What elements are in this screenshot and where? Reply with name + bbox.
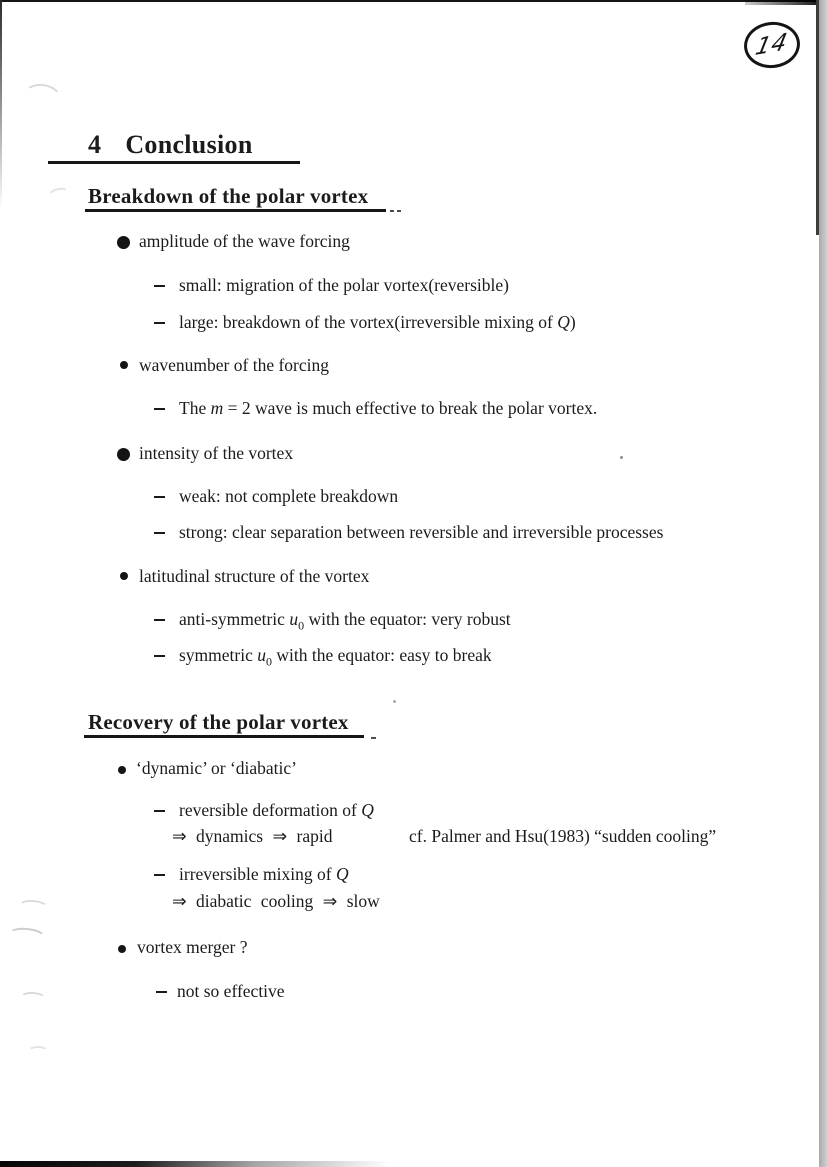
subsection-heading-breakdown: Breakdown of the polar vortex [88,184,369,208]
scan-right-dark-line [816,0,819,235]
bullet-label: wavenumber of the forcing [139,355,329,375]
arrow-line [172,826,717,847]
bullet-icon [117,448,130,461]
scan-right-strip [819,0,828,1167]
section-title-text: Conclusion [125,130,253,159]
sub-item-text: = 2 wave is much effective to break the polar vortex. [223,398,598,418]
bullet-icon [120,572,128,580]
bullet-label: ‘dynamic’ or ‘diabatic’ [136,758,297,778]
math-symbol: u [289,609,299,629]
math-symbol: Q [557,312,570,332]
sub-item-text: ) [569,312,576,332]
sub-item-text: symmetric [179,645,258,665]
reference-note: cf. Palmer and Hsu(1983) “sudden cooling” [409,826,717,846]
sub-item [179,312,576,333]
math-symbol: u [257,645,266,665]
math-subscript: 0 [298,618,305,633]
sub-item-text: anti-symmetric [179,609,290,629]
bullet-label: vortex merger ? [137,937,248,957]
dash-icon [154,532,165,534]
dash-icon [154,619,165,621]
ink-speck [620,456,623,459]
implication-chain: ⇒ diabatic cooling ⇒ slow [172,891,380,911]
math-symbol: m [210,398,224,418]
dash-icon [154,496,165,498]
dash-icon [154,322,165,324]
dash-icon [156,991,167,993]
bullet-icon [118,766,126,774]
sub-item-text: with the equator: easy to break [272,645,492,665]
section-number: 4 [88,130,102,159]
scan-top-edge [0,0,828,2]
arrow-line [172,891,380,912]
sub-item [179,275,509,296]
math-symbol: Q [335,864,349,884]
ink-speck [393,700,396,703]
scan-left-edge [0,0,2,210]
sub-item-text: large: breakdown of the vortex(irreversible mixing of [179,312,558,332]
dash-icon [154,285,165,287]
scan-bottom-left-strip [0,1161,390,1167]
underline-trailing-dots [390,210,404,212]
breakdown-underline [85,209,386,212]
page-number: 14 [753,28,791,62]
pencil-smudge [18,899,49,915]
sub-item [179,609,511,633]
sub-item-text: irreversible mixing of [179,864,336,884]
pencil-smudge [47,186,71,204]
sub-item-text: reversible deformation of [179,800,362,820]
pencil-smudge [28,1046,48,1056]
underline-trailing-dot [371,737,376,739]
sub-item-text: not so effective [177,981,285,1001]
sub-item-text: with the equator: very robust [304,609,511,629]
dash-icon [154,874,165,876]
section-title [88,130,253,160]
bullet-label: latitudinal structure of the vortex [139,566,370,586]
sub-item [179,486,398,507]
bullet-icon [120,361,128,369]
bullet-label: intensity of the vortex [139,443,294,463]
implication-chain: ⇒ dynamics ⇒ rapid [172,826,333,846]
sub-item [177,981,285,1002]
math-subscript: 0 [266,654,272,669]
sub-item [179,645,492,669]
pencil-smudge [20,81,64,116]
sub-item-text: strong: clear separation between reversible and irreversible processes [179,522,664,542]
dash-icon [154,655,165,657]
section-title-underline [48,161,300,164]
pencil-smudge [7,926,46,946]
dash-icon [154,810,165,812]
sub-item [179,522,663,543]
sub-item-text: The [179,398,211,418]
recovery-underline [84,735,364,738]
sub-item [179,864,349,885]
bullet-icon [117,236,130,249]
bullet-label: amplitude of the wave forcing [139,231,350,251]
sub-item-text: weak: not complete breakdown [179,486,399,506]
sub-item [179,800,374,821]
bullet-icon [118,945,126,953]
math-symbol: Q [361,800,374,820]
subsection-heading-recovery: Recovery of the polar vortex [88,710,349,734]
page-number-badge [742,19,803,71]
dash-icon [154,408,165,410]
sub-item-text: small: migration of the polar vortex(reversible) [179,275,509,295]
pencil-smudge [20,991,47,1004]
sub-item [179,398,597,419]
